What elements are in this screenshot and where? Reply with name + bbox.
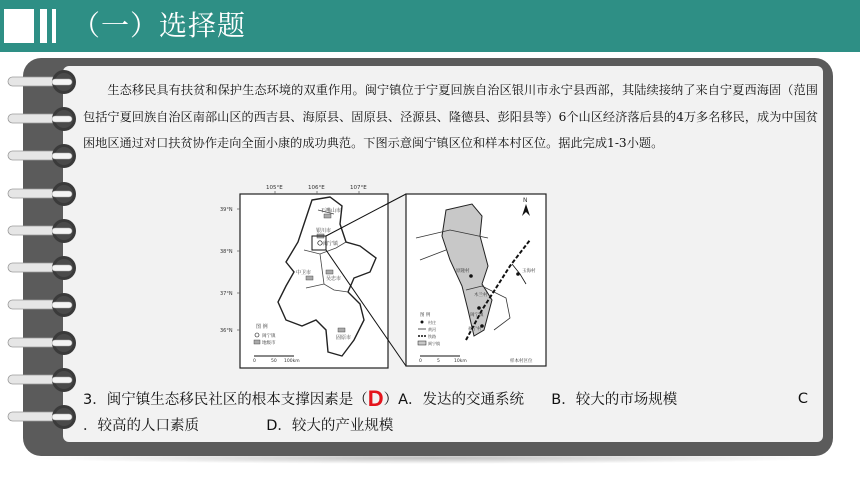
- option-c-label: C: [797, 391, 808, 407]
- question-stem: 3．闽宁镇生态移民社区的根本支撑因素是（: [83, 392, 368, 408]
- north-label: N: [523, 197, 528, 204]
- city-marker: [306, 276, 313, 280]
- legend-marker: [421, 321, 424, 324]
- question-line-1: [83, 386, 818, 413]
- legend-item: 黄河: [428, 327, 436, 332]
- lat-label: 36°N: [220, 328, 233, 334]
- legend-title: 图 例: [420, 313, 431, 318]
- binder-ring: [6, 141, 78, 171]
- header-decor-bar-thin: [52, 9, 56, 43]
- legend-item: 村庄: [428, 320, 436, 325]
- binder-ring: [6, 365, 78, 395]
- binder-ring: [6, 328, 78, 358]
- place-label: 玉海村: [522, 269, 536, 274]
- legend-item: 地级市: [262, 341, 276, 346]
- scale-label: 100km: [284, 359, 300, 364]
- option-b: B．较大的市场规模: [551, 392, 678, 408]
- scale-label: 5: [437, 359, 440, 364]
- map-figure-svg: [220, 180, 548, 370]
- binder-ring: [6, 253, 78, 283]
- lon-label: 106°E: [308, 185, 325, 191]
- map-figure: [220, 180, 548, 370]
- option-c: ．较高的人口素质: [83, 418, 199, 434]
- village-marker: [477, 306, 481, 310]
- legend-marker: [418, 341, 426, 345]
- place-label: 石嘴山市: [321, 208, 342, 214]
- place-label: 原隆村: [456, 269, 470, 274]
- passage-text: 生态移民具有扶贫和保护生态环境的双重作用。闽宁镇位于宁夏回族自治区银川市永宁县西部，其陆续接纳了来自宁夏西海固（范围包括宁夏回族自治区南部山区的西吉县、海原县、固原县、泾源县、隆德县、彭阳县等）6个山区经济落后县的4万多名移民，成为中国贫困地区通过对口扶贫协作走向全面小康的成功典范。下图示意闽宁镇区位和样本村区位。据此完成1-3小题。: [83, 83, 818, 150]
- scale-label: 50: [271, 359, 277, 364]
- header-decor-block: [4, 9, 34, 43]
- legend-title: 图 例: [256, 324, 268, 330]
- city-marker: [324, 214, 331, 218]
- place-label: 固原市: [336, 335, 352, 341]
- section-title: （一）选择题: [72, 9, 247, 42]
- option-a: A．发达的交通系统: [398, 392, 525, 408]
- answer-mark: D: [367, 386, 384, 411]
- legend-item: 铁路: [428, 334, 436, 339]
- binder-ring: [6, 402, 78, 432]
- city-marker: [326, 270, 333, 274]
- village-marker: [516, 272, 520, 276]
- lon-label: 107°E: [350, 185, 367, 191]
- lat-label: 37°N: [220, 291, 233, 297]
- option-d: D．较大的产业规模: [266, 418, 394, 434]
- header-decor-bar: [40, 9, 47, 43]
- city-marker: [338, 328, 345, 332]
- scale-label: 10km: [454, 359, 467, 364]
- place-label: 吴忠市: [326, 276, 342, 282]
- place-label: 闽宁镇: [323, 241, 339, 247]
- question-block: [83, 386, 818, 439]
- village-marker: [469, 274, 473, 278]
- place-label: 闽宁镇: [470, 313, 484, 318]
- place-label: 木兰村: [474, 293, 488, 298]
- lon-label: 105°E: [266, 185, 283, 191]
- minning-marker: [318, 241, 322, 245]
- binder-ring: [6, 67, 78, 97]
- legend-marker: [255, 333, 259, 337]
- question-line-2: [83, 413, 818, 439]
- scale-label: 0: [253, 359, 256, 364]
- lat-label: 39°N: [220, 207, 233, 213]
- legend-item: 闽宁镇: [262, 334, 276, 339]
- place-label: 福宁村: [468, 327, 482, 332]
- place-label: 银川市: [316, 228, 332, 234]
- binder-ring: [6, 179, 78, 209]
- question-paren-close: ）: [383, 392, 399, 408]
- legend-item: 闽宁镇: [428, 341, 440, 346]
- binder-ring: [6, 290, 78, 320]
- scale-label: 0: [419, 359, 422, 364]
- binder-ring: [6, 104, 78, 134]
- map-caption: 样本村区位: [510, 359, 533, 364]
- lat-label: 38°N: [220, 249, 233, 255]
- place-label: 中卫市: [296, 270, 312, 276]
- section-header: [0, 0, 860, 52]
- binder-ring: [6, 216, 78, 246]
- legend-marker: [254, 340, 260, 344]
